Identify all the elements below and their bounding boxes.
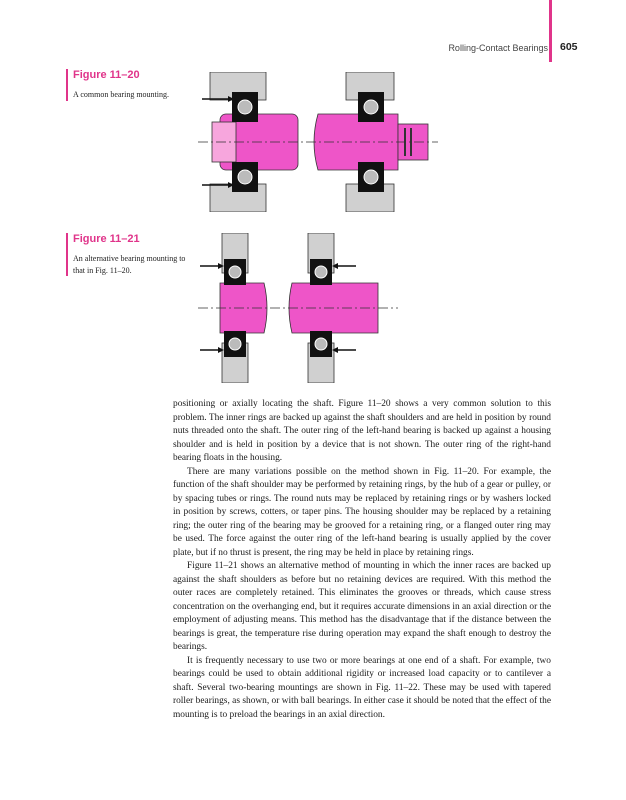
figure-title: Figure 11–21	[73, 233, 140, 245]
paragraph: There are many variations possible on the method shown in Fig. 11–20. For example, the function of the shaft shoulder may be performed by retaining rings, by the hub of a gear or pulley, or by spacing tubes or rings. The round nuts may be replaced by retaining rings or by washers locked in position by screws, cotters, or taper pins. The housing shoulder may be replaced by a retaining ring; the outer ring of the bearing may be grooved for a retaining ring, or a flanged outer ring may be used. The force against the outer ring of the left-hand bearing is usually applied by the cover plate, but if no thrust is present, the ring may be held in place by retaining rings.	[173, 466, 551, 558]
figure-caption: An alternative bearing mounting to that in Fig. 11–20.	[73, 254, 186, 275]
figure-11-21-diagram	[198, 233, 398, 383]
figure-11-20-caption-block	[66, 69, 193, 101]
header-accent-rule	[549, 0, 552, 62]
paragraph: Figure 11–21 shows an alternative method of mounting in which the inner races are backed up against the shaft shoulders as before but no retaining devices are required. With this method the outer races are completely retained. This eliminates the grooves or threads, which cause stress concentration on the overhanging end, but it requires accurate dimensions in an axial direction or the employment of adjusting means. This method has the disadvantage that if the distance between the bearings is great, the temperature rise during operation may expand the shaft enough to destroy the bearings.	[173, 561, 551, 652]
page-number: 605	[560, 41, 578, 53]
body-text	[173, 398, 551, 722]
paragraph: positioning or axially locating the shaft. Figure 11–20 shows a very common solution to this problem. The inner rings are backed up against the shaft shoulders and are held in position by round nuts threaded onto the shaft. The outer ring of the left-hand bearing is backed up against a housing shoulder and is held in position by a device that is not shown. The outer ring of the right-hand bearing floats in the housing.	[173, 399, 551, 463]
figure-11-21-caption-block	[66, 233, 193, 276]
paragraph: It is frequently necessary to use two or more bearings at one end of a shaft. For example, two bearings could be used to obtain additional rigidity or increased load capacity or to cantilever a shaft. Several two-bearing mountings are shown in Fig. 11–22. These may be used with tapered roller bearings, as shown, or with ball bearings. In either case it should be noted that the effect of the mounting is to preload the bearings in an axial direction.	[173, 655, 551, 720]
running-head: Rolling-Contact Bearings	[448, 43, 548, 53]
figure-caption: A common bearing mounting.	[73, 90, 169, 99]
figure-11-20-diagram	[198, 72, 438, 212]
figure-title: Figure 11–20	[73, 69, 140, 81]
